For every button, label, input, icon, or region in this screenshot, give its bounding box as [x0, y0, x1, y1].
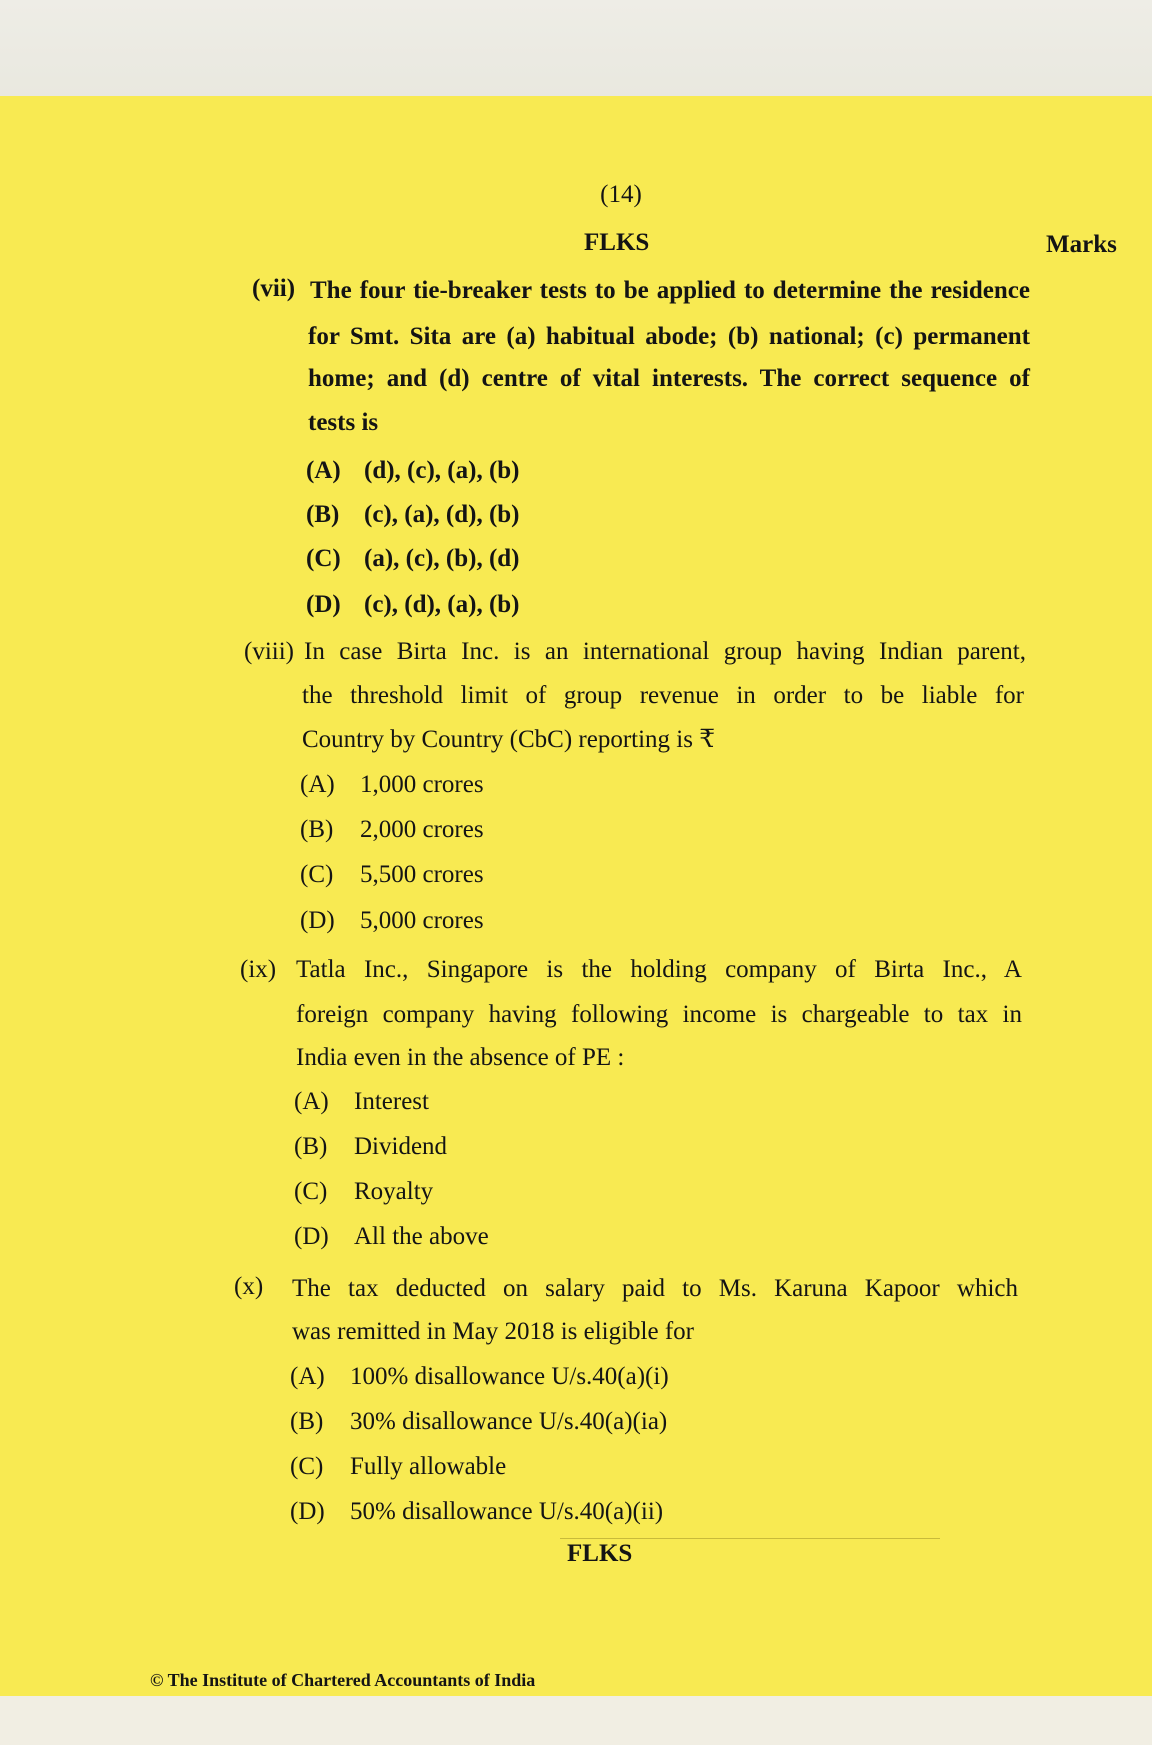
question-text-line: tests is	[308, 409, 379, 436]
option-label: (B)	[300, 816, 334, 843]
question-text-line: The tax deducted on salary paid to Ms. Karuna Kapoor which	[292, 1275, 1018, 1302]
option-label: (C)	[300, 861, 334, 888]
option-label: (C)	[290, 1453, 324, 1480]
question-number: (x)	[234, 1273, 264, 1300]
option-label: (D)	[290, 1498, 325, 1525]
option-label: (B)	[306, 501, 340, 528]
option-text: Fully allowable	[350, 1453, 507, 1480]
option-label: (D)	[300, 907, 335, 934]
option-text: 100% disallowance U/s.40(a)(i)	[350, 1363, 669, 1390]
option-label: (A)	[290, 1363, 325, 1390]
paper-code-header: FLKS	[584, 229, 650, 256]
option-text: Royalty	[354, 1178, 434, 1205]
option-text: Dividend	[354, 1133, 448, 1160]
option-label: (A)	[306, 457, 341, 484]
option-text: (d), (c), (a), (b)	[364, 457, 520, 484]
question-text-line: Country by Country (CbC) reporting is ₹	[302, 726, 716, 753]
question-text-line: India even in the absence of PE :	[296, 1044, 625, 1071]
option-label: (A)	[294, 1088, 329, 1115]
marks-column-heading: Marks	[1046, 231, 1117, 258]
option-text: (c), (d), (a), (b)	[364, 591, 520, 618]
question-text-line: In case Birta Inc. is an international group having Indian parent,	[304, 638, 1026, 665]
option-text: 50% disallowance U/s.40(a)(ii)	[350, 1498, 664, 1525]
option-text: All the above	[354, 1223, 489, 1250]
question-number: (ix)	[240, 956, 277, 983]
page-number: (14)	[600, 181, 642, 208]
option-label: (C)	[294, 1178, 328, 1205]
question-number: (viii)	[244, 638, 294, 665]
option-label: (C)	[306, 545, 341, 572]
option-label: (B)	[290, 1408, 324, 1435]
question-text-line: foreign company having following income is chargeable to tax in	[296, 1001, 1022, 1028]
question-text-line: home; and (d) centre of vital interests. The correct sequence of	[308, 365, 1030, 392]
option-label: (A)	[300, 771, 335, 798]
paper-code-footer: FLKS	[567, 1540, 633, 1567]
question-text-line: the threshold limit of group revenue in order to be liable for	[302, 682, 1024, 709]
option-text: Interest	[354, 1088, 429, 1115]
option-text: (a), (c), (b), (d)	[364, 545, 520, 572]
question-text-line: The four tie-breaker tests to be applied to determine the residence	[310, 277, 1030, 304]
question-text-line: Tatla Inc., Singapore is the holding company of Birta Inc., A	[296, 956, 1022, 983]
copyright-notice: © The Institute of Chartered Accountants of India	[150, 1670, 536, 1690]
option-label: (D)	[294, 1223, 329, 1250]
question-text-line: for Smt. Sita are (a) habitual abode; (b) national; (c) permanent	[308, 323, 1030, 350]
option-label: (B)	[294, 1133, 328, 1160]
option-text: 30% disallowance U/s.40(a)(ia)	[350, 1408, 668, 1435]
scan-top-margin	[0, 0, 1152, 100]
question-number: (vii)	[252, 275, 296, 302]
option-text: (c), (a), (d), (b)	[364, 501, 520, 528]
option-text: 2,000 crores	[360, 816, 484, 843]
option-label: (D)	[306, 591, 341, 618]
scan-bottom-margin	[0, 1696, 1152, 1745]
option-text: 5,500 crores	[360, 861, 484, 888]
option-text: 1,000 crores	[360, 771, 484, 798]
question-text-line: was remitted in May 2018 is eligible for	[292, 1318, 695, 1345]
option-text: 5,000 crores	[360, 907, 484, 934]
